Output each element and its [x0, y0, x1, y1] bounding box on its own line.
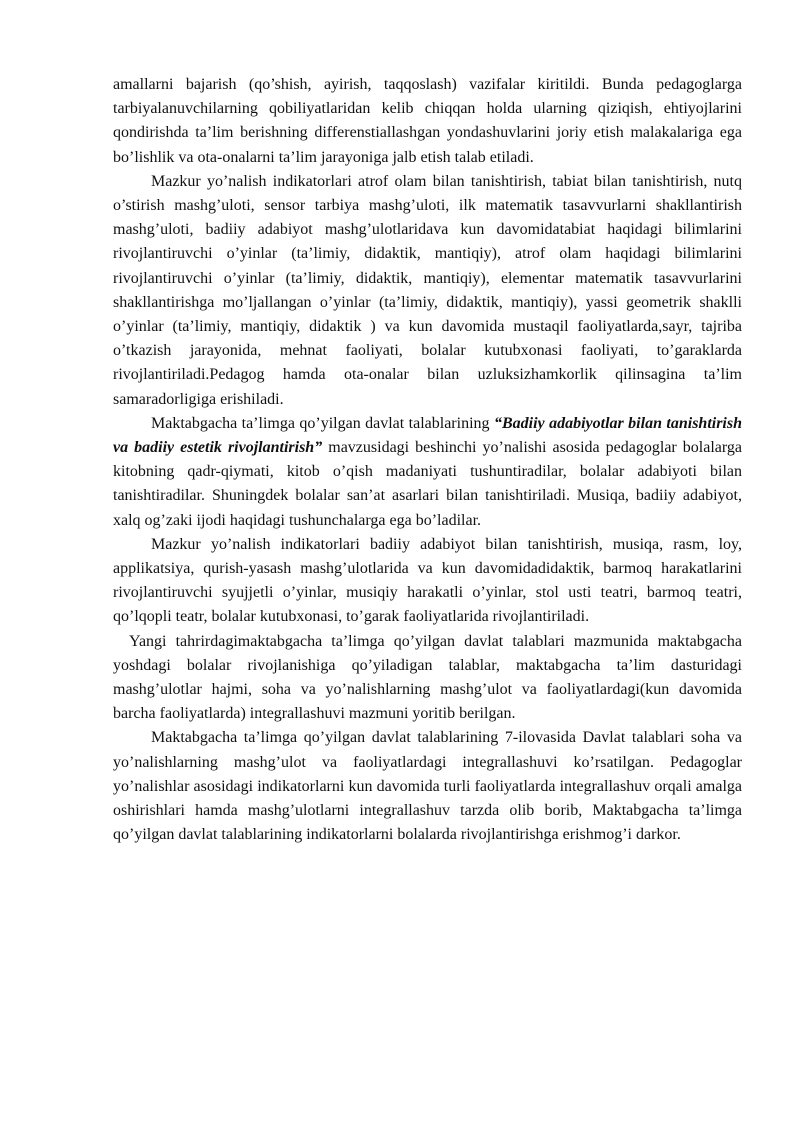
- paragraph-text-before: Maktabgacha ta’limga qo’yilgan davlat talablarining: [151, 414, 494, 432]
- emphasized-direction-title: “Badiiy adabiyotlar bilan tanishtirish va badiiy estetik rivojlantirish”: [113, 414, 743, 457]
- paragraph-indicators-art: Mazkur yo’nalish indikatorlari badiiy adabiyot bilan tanishtirish, musiqa, rasm, loy, applikatsiya, qurish-yasash mashg’ulotlarida va kun davomidadidaktik, barmoq harakatlarini rivojlantiruvchi syujjetli o’yinlar, musiqiy harakatli o’yinlar, stol usti teatri, barmoq teatri, qo’lqopli teatr, bolalar kutubxonasi, to’garak faoliyatlarida rivojlantiriladi.: [113, 535, 742, 626]
- paragraph-continuation: amallarni bajarish (qo’shish, ayirish, taqqoslash) vazifalar kiritildi. Bunda pedagoglarga tarbiyalanuvchilarning qobiliyatlaridan kelib chiqqan holda ularning qiziqish, ehtiyojlarini qondirishda ta’lim berishning differenstiallashgan yondashuvlarini joriy etish malakalariga ega bo’lishlik va ota-onalarni ta’lim jarayoniga jalb etish talab etiladi.: [113, 76, 742, 166]
- paragraph-indicators-nature: Mazkur yo’nalish indikatorlari atrof olam bilan tanishtirish, tabiat bilan tanishtirish, nutq o’stirish mashg’uloti, sensor tarbiya mashg’uloti, ilk matematik tasavvurlarni shakllantirish mashg’uloti, badiiy adabiyot mashg’ulotlaridava kun davomidatabiat haqidagi bilimlarini rivojlantiruvchi o’yinlar (ta’limiy, didaktik, mantiqiy), atrof olam haqidagi bilimlarini rivojlantiruvchi o’yinlar (ta’limiy, didaktik, mantiqiy), elementar matematik tasavvurlarini shakllantirishga mo’ljallangan o’yinlar (ta’limiy, didaktik, mantiqiy), yassi geometrik shaklli o’yinlar (ta’limiy, mantiqiy, didaktik ) va kun davomida mustaqil faoliyatlarda,sayr, tajriba o’tkazish jarayonida, mehnat faoliyati, bolalar kutubxonasi faoliyati, to’garaklarda rivojlantiriladi.Pedagog hamda ota-onalar bilan uzluksizhamkorlik qilinsagina ta’lim samaradorligiga erishiladi.: [113, 172, 742, 408]
- paragraph-appendix-seven: Maktabgacha ta’limga qo’yilgan davlat talablarining 7-ilovasida Davlat talablari soha va yo’nalishlarning mashg’ulot va faoliyatlardagi integrallashuvi ko’rsatilgan. Pedagoglar yo’nalishlar asosidagi indikatorlarni kun davomida turli faoliyatlarda integrallashuv orqali amalga oshirishlari hamda mashg’ulotlarni integrallashuv tarzda olib borib, Maktabgacha ta’limga qo’yilgan davlat talablarining indikatorlarni bolalarda rivojlantirishga erishmog’i darkor.: [113, 729, 742, 844]
- paragraph-fifth-direction: [113, 412, 742, 533]
- paragraph-text-after: mavzusidagi beshinchi yo’nalishi asosida pedagoglar bolalarga kitobning qadr-qiymati, kitob o’qish madaniyati tushuntiradilar, bolalar adabiyoti bilan tanishtiradilar. Shuningdek bolalar san’at asarlari bilan tanishtiriladi. Musiqa, badiiy adabiyot, xalq og’zaki ijodi haqidagi tushunchalarga ega bo’ladilar.: [113, 439, 743, 529]
- document-page: [113, 73, 742, 848]
- paragraph-new-edition: Yangi tahrirdagimaktabgacha ta’limga qo’yilgan davlat talablari mazmunida maktabgacha yoshdagi bolalar rivojlanishiga qo’yiladigan talablar, maktabgacha ta’lim dasturidagi mashg’ulotlar hajmi, soha va yo’nalishlarning mashg’ulot va faoliyatlardagi(kun davomida barcha faoliyatlarda) integrallashuvi mazmuni yoritib berilgan.: [113, 632, 742, 723]
